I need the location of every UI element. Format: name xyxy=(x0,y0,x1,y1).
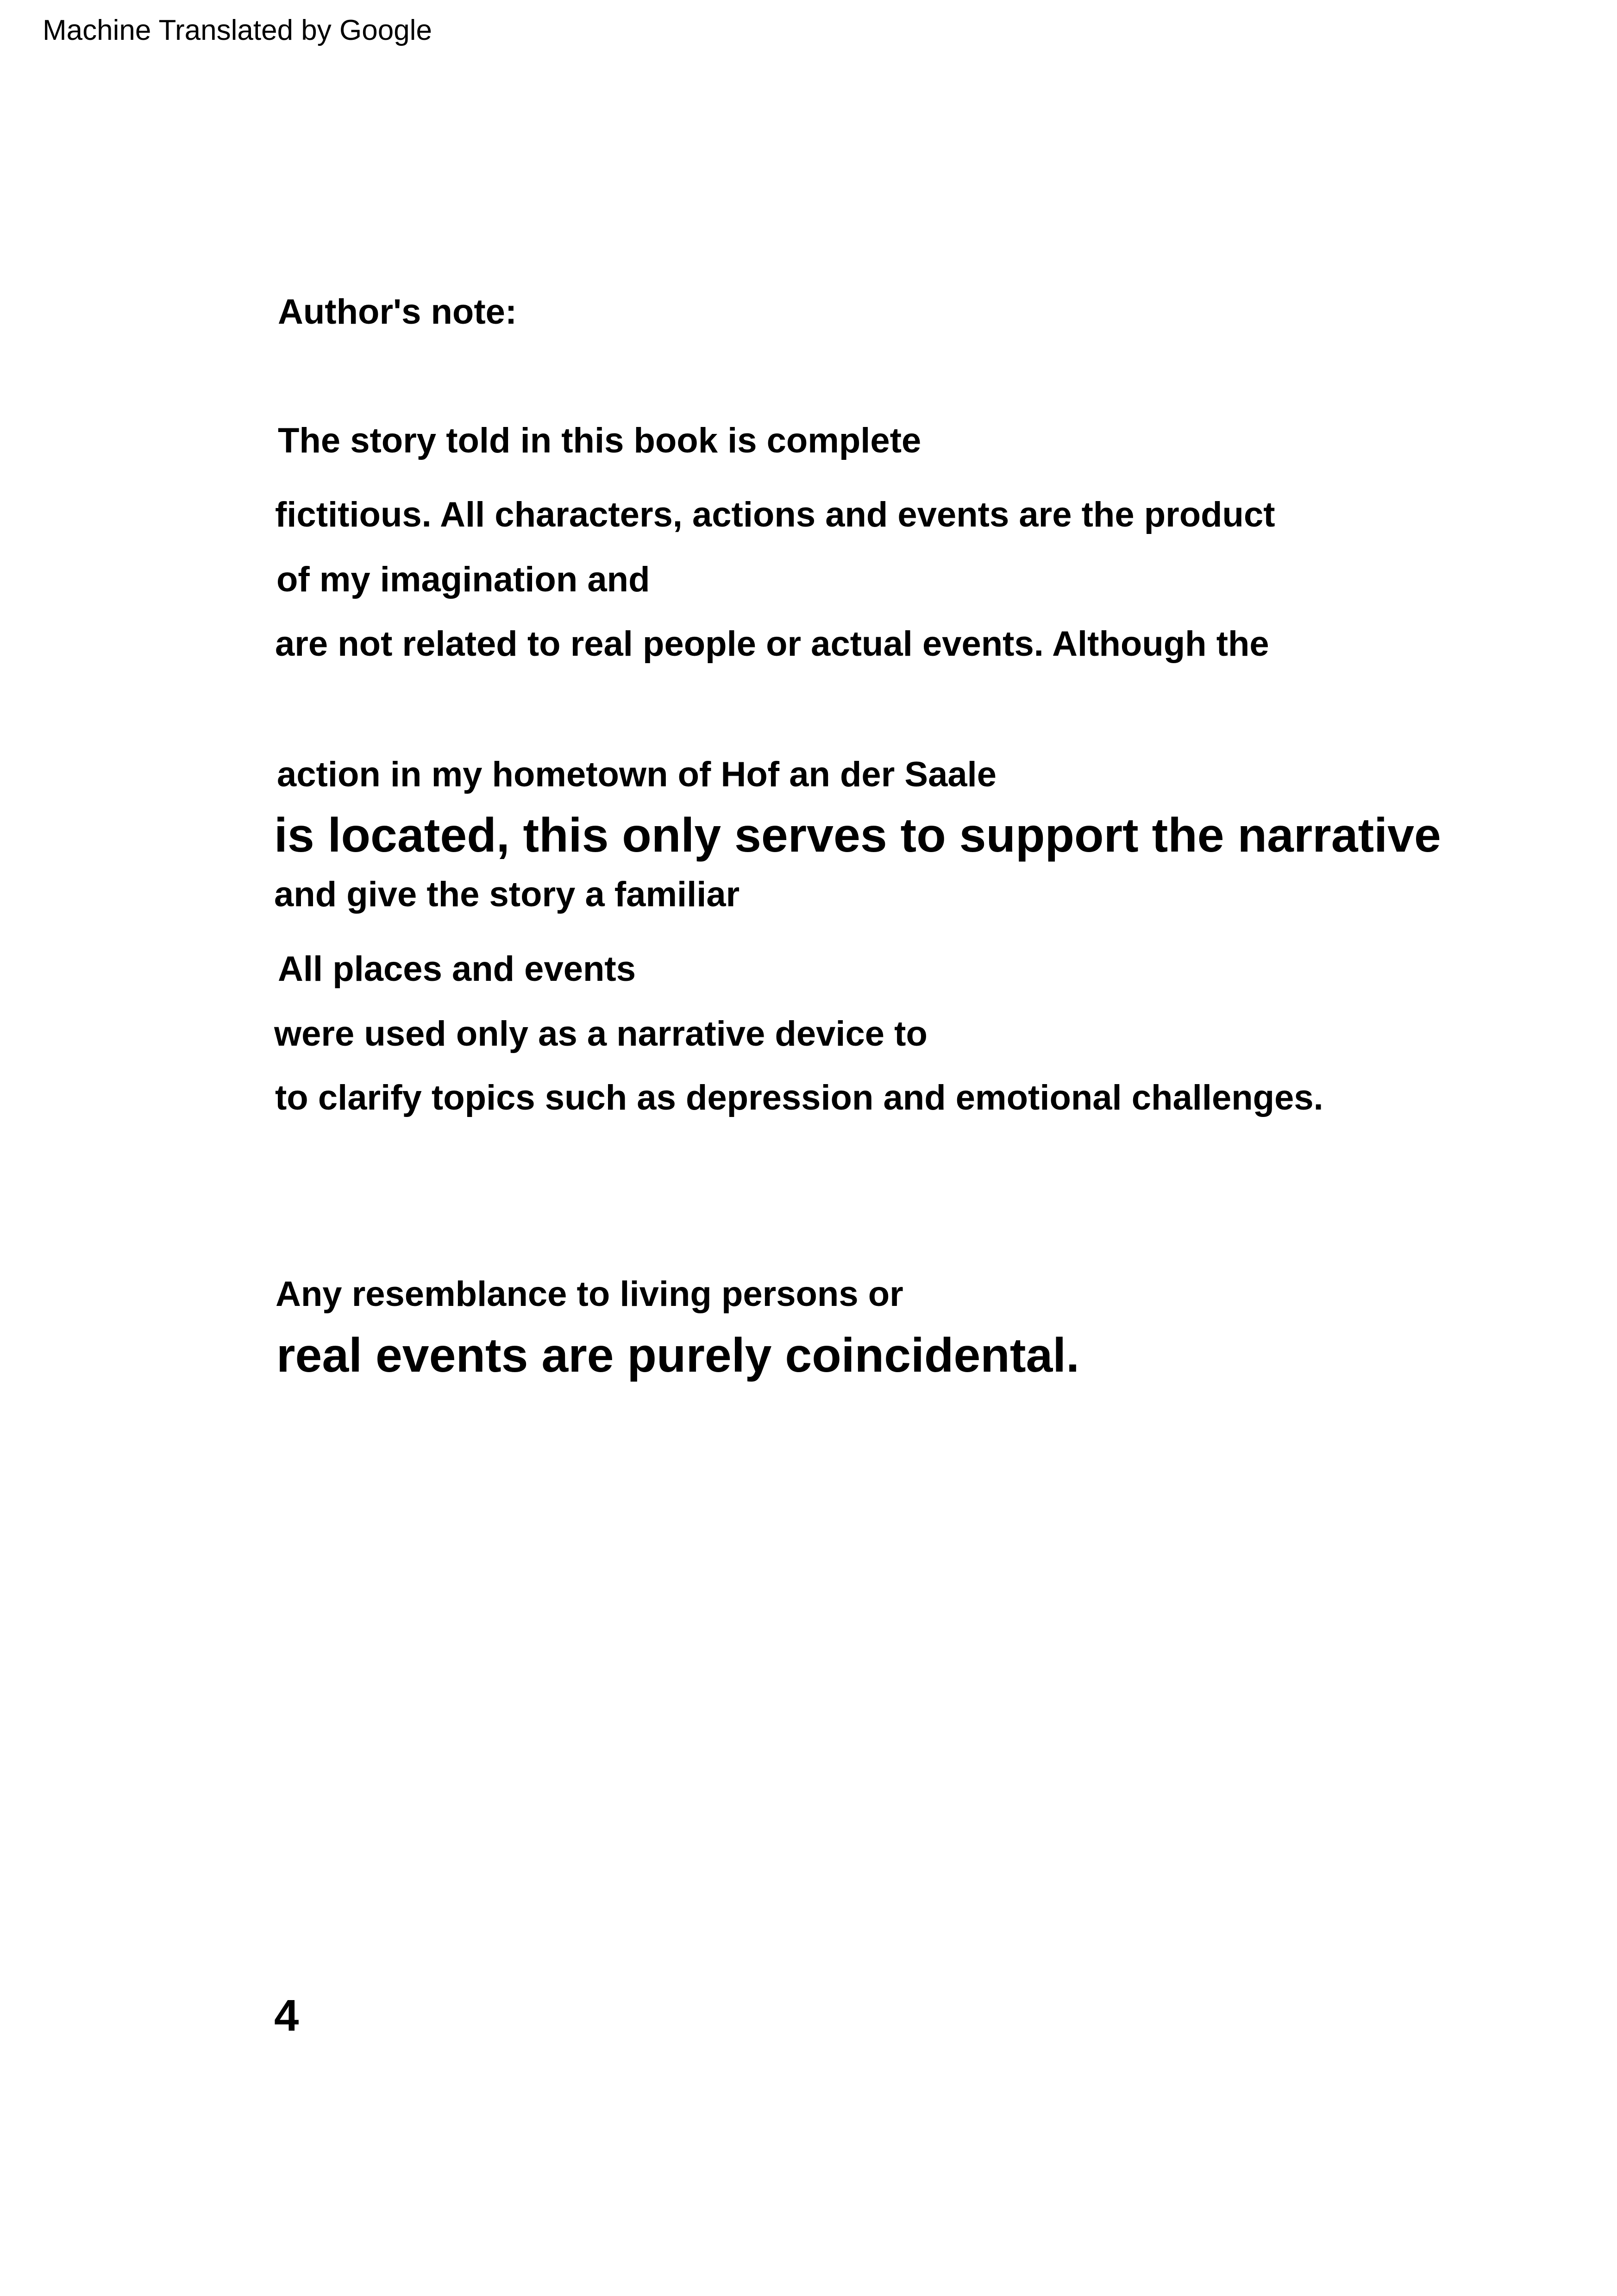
note-line: fictitious. All characters, actions and events are the product xyxy=(275,495,1275,534)
note-line: All places and events xyxy=(278,949,636,989)
note-line: The story told in this book is complete xyxy=(278,421,921,460)
note-line: to clarify topics such as depression and emotional challenges. xyxy=(275,1078,1323,1117)
note-heading: Author's note: xyxy=(278,292,517,332)
note-line: is located, this only serves to support the narrative xyxy=(274,809,1441,862)
page-number: 4 xyxy=(274,1991,299,2040)
note-line: of my imagination and xyxy=(276,560,650,599)
note-line: were used only as a narrative device to xyxy=(274,1014,928,1054)
translation-banner: Machine Translated by Google xyxy=(43,14,432,46)
note-line: are not related to real people or actual events. Although the xyxy=(275,624,1269,664)
note-line: action in my hometown of Hof an der Saale xyxy=(277,755,997,794)
note-line: Any resemblance to living persons or xyxy=(276,1274,903,1314)
note-line: real events are purely coincidental. xyxy=(276,1329,1080,1382)
note-line: and give the story a familiar xyxy=(274,875,740,914)
